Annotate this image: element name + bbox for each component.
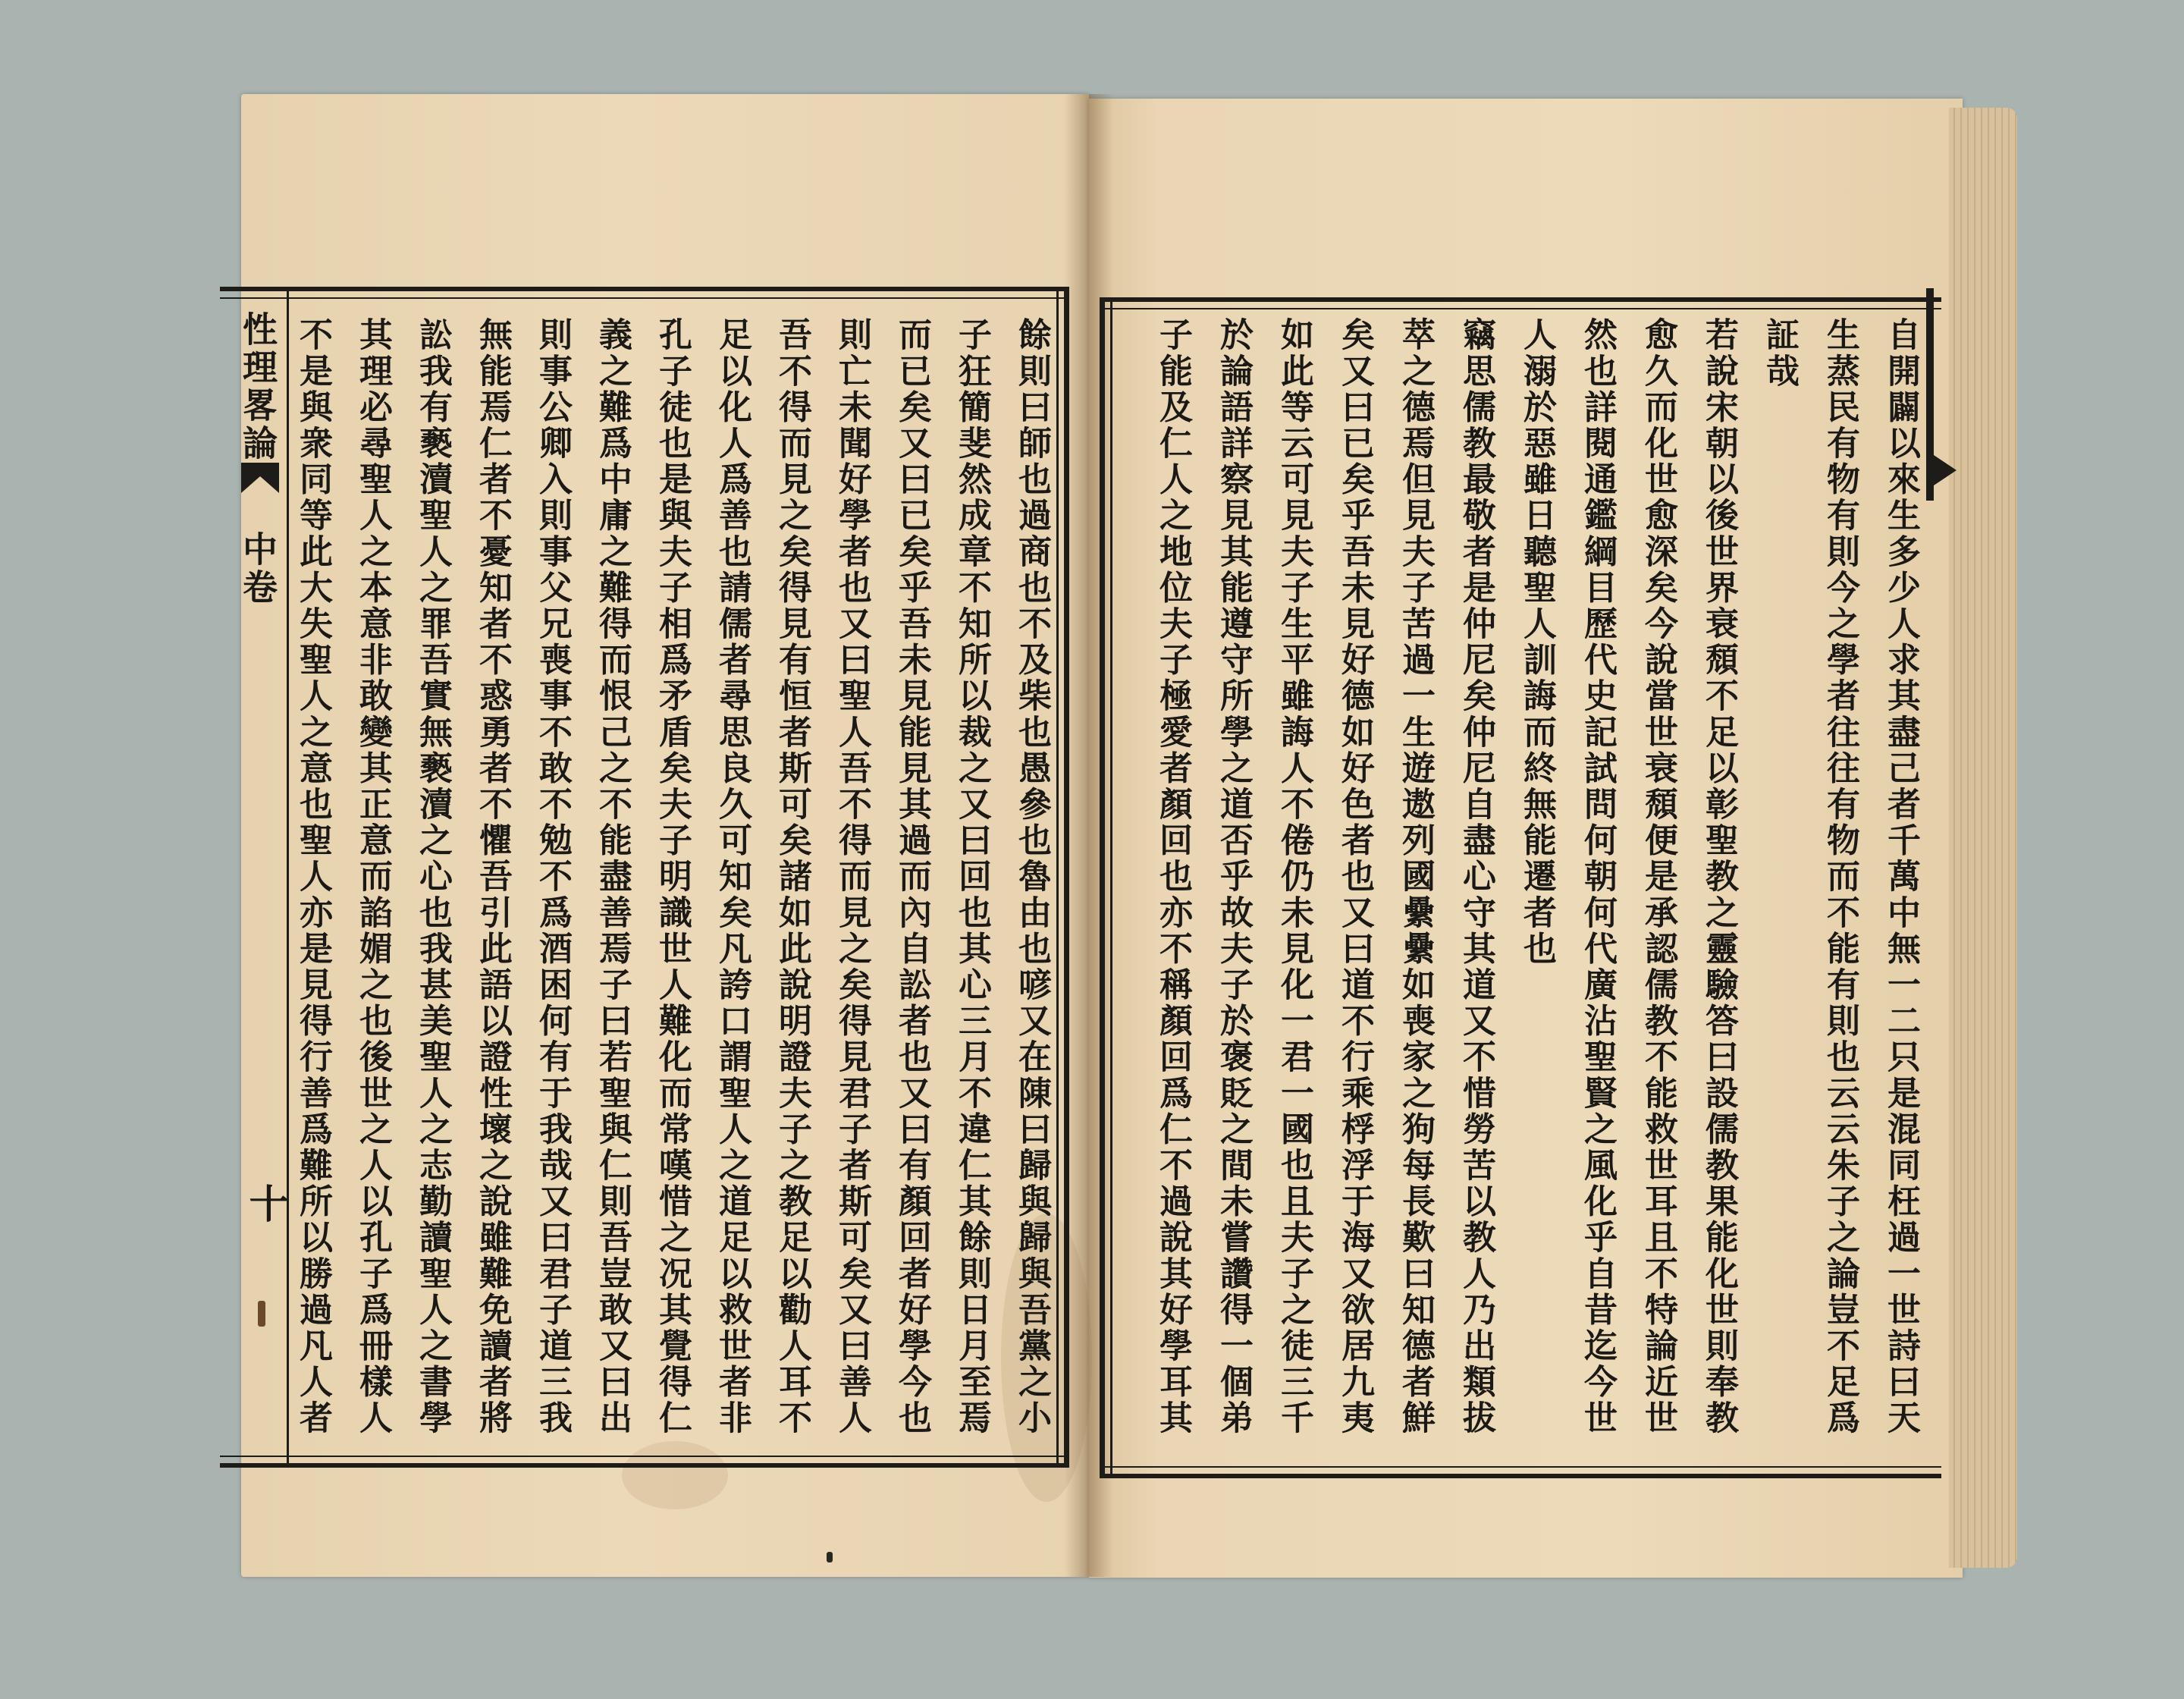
text-column: 子能及仁人之地位夫子極愛者顏回也亦不稱顏回爲仁不過說其好學耳其 — [1153, 317, 1192, 1437]
ink-spot — [827, 1552, 833, 1562]
text-column: 自開闢以來生多少人求其盡己者千萬中無一二只是混同枉過一世詩曰天 — [1881, 317, 1920, 1437]
frame-border — [1100, 302, 1105, 1474]
page-number: 十 — [242, 1183, 288, 1223]
text-column: 吾不得而見之矣得見有恒者斯可矣諸如此說明證夫子之教足以勸人耳不 — [773, 317, 811, 1437]
text-column: 義之難爲中庸之難得而恨己之不能盡善焉子曰若聖與仁則吾豈敢又曰出 — [593, 317, 632, 1437]
frame-divider — [287, 291, 289, 1463]
frame-border — [1110, 302, 1112, 1474]
text-column: 孔子徒也是與夫子相爲矛盾矣夫子明識世人難化而常嘆惜之况其覺得仁 — [653, 317, 692, 1437]
text-column: 無能焉仁者不憂知者不惑勇者不懼吾引此語以證性壞之說雖難免讀者將 — [473, 317, 512, 1437]
text-column: 矣又曰已矣乎吾未見好德如好色者也又曰道不行乘桴浮于海又欲居九夷 — [1335, 317, 1374, 1437]
text-column: 訟我有褻瀆聖人之罪吾實無褻瀆之心也我甚美聖人之志勤讀聖人之書學 — [413, 317, 452, 1437]
text-column: 生蒸民有物有則今之學者往往有物而不能有則也云云朱子之論豈不足爲 — [1821, 317, 1859, 1437]
frame-border — [1064, 291, 1069, 1463]
text-column: 餘則曰師也過商也不及柴也愚參也魯由也喭又在陳曰歸與歸與吾黨之小 — [1012, 317, 1051, 1437]
text-column: 如此等云可見夫子生平雖誨人不倦仍未見化一君一國也且夫子之徒三千 — [1275, 317, 1313, 1437]
text-column: 不是與衆同等此大失聖人之意也聖人亦是見得行善爲難所以勝過凡人者 — [293, 317, 332, 1437]
text-column: 萃之德焉但見夫子苦過一生遊遨列國纍纍如喪家之狗每長歎曰知德者鮮 — [1396, 317, 1435, 1437]
text-column: 証哉 — [1760, 317, 1799, 390]
text-column: 而已矣又曰已矣乎吾未見能見其過而內自訟者也又曰有顏回者好學今也 — [893, 317, 931, 1437]
text-column: 若說宋朝以後世界衰頹不足以彰聖教之靈驗答曰設儒教果能化世則奉教 — [1699, 317, 1738, 1437]
frame-border — [1056, 291, 1059, 1463]
book-title: 性理畧論 — [237, 311, 278, 463]
text-column: 竊思儒教最敬者是仲尼矣仲尼自盡心守其道又不惜勞苦以教人乃出類拔 — [1457, 317, 1495, 1437]
text-column: 愈久而化世愈深矣今說當世衰頹便是承認儒教不能救世耳且不特論近世 — [1639, 317, 1677, 1437]
text-column: 則事公卿入則事父兄喪事不敢不勉不爲酒困何有于我哉又曰君子道三我 — [533, 317, 572, 1437]
left-text-frame — [220, 287, 1069, 1468]
text-column: 足以化人爲善也請儒者尋思良久可知矣凡誇口謂聖人之道足以救世者非 — [713, 317, 752, 1437]
fishtail-mark-icon — [241, 463, 279, 493]
volume-label: 中卷 — [237, 531, 278, 607]
text-column: 則亡未聞好學者也又曰聖人吾不得而見之矣得見君子者斯可矣又曰善人 — [833, 317, 871, 1437]
text-column: 其理必尋聖人之本意非敢變其正意而諂媚之也後世之人以孔子爲冊樣人 — [353, 317, 392, 1437]
text-column: 子狂簡斐然成章不知所以裁之又曰回也其心三月不違仁其餘則日月至焉 — [952, 317, 991, 1437]
text-column: 於論語詳察見其能遵守所學之道否乎故夫子於褒貶之間未嘗讚得一個弟 — [1214, 317, 1253, 1437]
text-column: 然也詳閱通鑑綱目歷代史記試問何朝何代廣沾聖賢之風化乎自昔迄今世 — [1578, 317, 1617, 1437]
text-column: 人溺於惡雖日聽聖人訓誨而終無能遷者也 — [1517, 317, 1556, 967]
